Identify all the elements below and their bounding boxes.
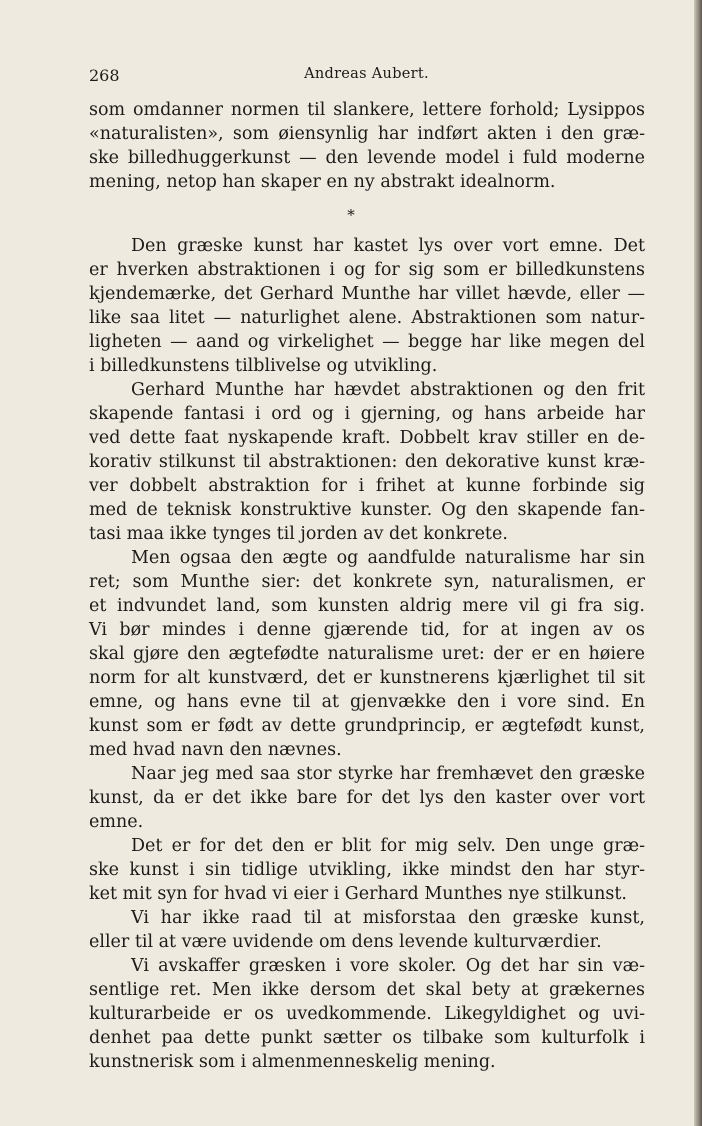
- text-line: «naturalisten», som øiensynlig har indført akten i den græ-: [89, 124, 645, 144]
- page-number: 268: [89, 66, 120, 85]
- text-line: Men ogsaa den ægte og aandfulde naturalisme har sin: [131, 548, 645, 568]
- text-line: som omdanner normen til slankere, lettere forhold; Lysippos: [89, 100, 645, 120]
- text-line: kunst, da er det ikke bare for det lys den kaster over vort: [89, 788, 645, 808]
- text-line: Vi avskaffer græsken i vore skoler. Og det har sin væ-: [131, 956, 645, 976]
- text-line: kulturarbeide er os uvedkommende. Likegyldighet og uvi-: [89, 1004, 645, 1024]
- text-line: mening, netop han skaper en ny abstrakt idealnorm.: [89, 172, 556, 192]
- text-line: like saa litet — naturlighet alene. Abstraktionen som natur-: [89, 308, 645, 328]
- page-edge: [694, 0, 702, 1126]
- text-line: er hverken abstraktionen i og for sig som er billedkunstens: [89, 260, 645, 280]
- text-line: Det er for det den er blit for mig selv. Den unge græ-: [131, 836, 645, 856]
- section-separator: *: [347, 206, 355, 224]
- text-line: i billedkunstens tilblivelse og utvikling.: [89, 356, 438, 376]
- text-line: korativ stilkunst til abstraktionen: den dekorative kunst kræ-: [89, 452, 645, 472]
- text-line: Gerhard Munthe har hævdet abstraktionen og den frit: [131, 380, 645, 400]
- text-line: norm for alt kunstværd, det er kunstnerens kjærlighet til sit: [89, 668, 645, 688]
- text-line: ret; som Munthe sier: det konkrete syn, naturalismen, er: [89, 572, 645, 592]
- text-line: kjendemærke, det Gerhard Munthe har villet hævde, eller —: [89, 284, 645, 304]
- running-header: [89, 66, 644, 86]
- text-line: emne, og hans evne til at gjenvække den i vore sind. En: [89, 692, 645, 712]
- text-line: kunstnerisk som i almenmenneskelig mening.: [89, 1052, 496, 1072]
- text-line: denhet paa dette punkt sætter os tilbake som kulturfolk i: [89, 1028, 645, 1048]
- text-line: emne.: [89, 812, 144, 832]
- text-line: med hvad navn den nævnes.: [89, 740, 342, 760]
- text-line: tasi maa ikke tynges til jorden av det konkrete.: [89, 524, 508, 544]
- text-line: skapende fantasi i ord og i gjerning, og hans arbeide har: [89, 404, 645, 424]
- running-title: Andreas Aubert.: [304, 66, 429, 82]
- text-line: ver dobbelt abstraktion for i frihet at kunne forbinde sig: [89, 476, 645, 496]
- text-line: Den græske kunst har kastet lys over vort emne. Det: [131, 236, 645, 256]
- text-line: kunst som er født av dette grundprincip, er ægtefødt kunst,: [89, 716, 645, 736]
- text-line: ket mit syn for hvad vi eier i Gerhard Munthes nye stilkunst.: [89, 884, 627, 904]
- text-line: eller til at være uvidende om dens levende kulturværdier.: [89, 932, 602, 952]
- text-line: Vi bør mindes i denne gjærende tid, for at ingen av os: [89, 620, 645, 640]
- text-line: ske billedhuggerkunst — den levende model i fuld moderne: [89, 148, 645, 168]
- text-line: sentlige ret. Men ikke dersom det skal bety at grækernes: [89, 980, 645, 1000]
- text-line: med de teknisk konstruktive kunster. Og den skapende fan-: [89, 500, 645, 520]
- text-line: Naar jeg med saa stor styrke har fremhævet den græske: [131, 764, 645, 784]
- text-line: ske kunst i sin tidlige utvikling, ikke mindst den har styr-: [89, 860, 645, 880]
- text-line: Vi har ikke raad til at misforstaa den græske kunst,: [131, 908, 645, 928]
- text-line: ligheten — aand og virkelighet — begge har like megen del: [89, 332, 645, 352]
- text-line: et indvundet land, som kunsten aldrig mere vil gi fra sig.: [89, 596, 645, 616]
- text-line: skal gjøre den ægtefødte naturalisme uret: der er en høiere: [89, 644, 645, 664]
- text-line: ved dette faat nyskapende kraft. Dobbelt krav stiller en de-: [89, 428, 645, 448]
